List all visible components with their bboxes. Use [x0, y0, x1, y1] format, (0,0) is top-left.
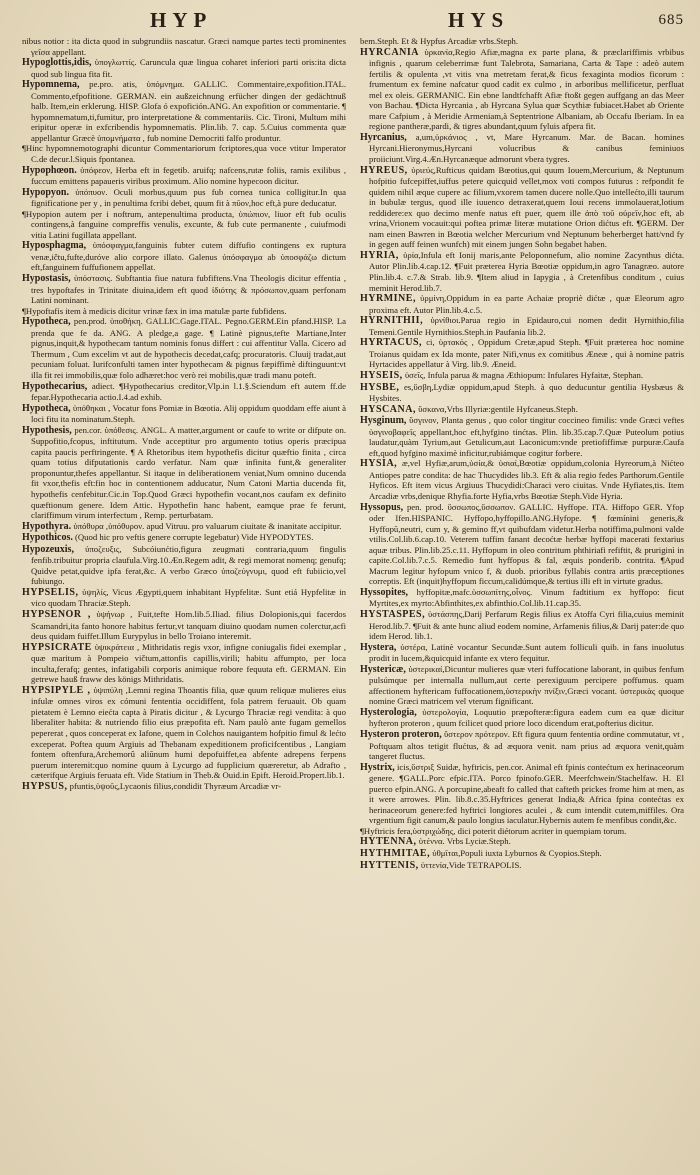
running-header — [22, 8, 686, 36]
entry-text: ¶Hypoftafis item à medicis dicitur vrinæ fæx in ima matulæ parte fubfidens. — [22, 305, 287, 316]
entry-text: ὑττενία,Vide TETRAPOLIS. — [420, 859, 522, 870]
entry-headword: Hypophœon. — [22, 164, 77, 176]
entry-text: (Quod hic pro veftis genere corrupte legebatur) Vide HYPODYTES. — [75, 532, 314, 543]
entry-text: ὑψηλίς, Vicus Ægypti,quem inhabitant Hypfelitæ. Sunt etiá Hypfelitæ in vico quodam Thraciæ.Steph. — [31, 586, 346, 609]
dictionary-entry — [360, 404, 684, 416]
entry-text: ὕσγινον, Planta genus , quo color tingitur coccineo fimilis: vnde Græci veftes ὑσγινοβαφεῖς appellant,hoc eft,hyfgino tinćtas. Plin. lib.35.cap.7.Quæ Puteolum potius laudatur,quàm Tyrium,aut Getulicum,aut Laconicum:vnde pretiofiffimæ purpuræ.Caufa eft,quod hyfgino maximè inficitur,rubiámque cogitur forbere. — [369, 415, 684, 458]
dictionary-entry — [22, 36, 346, 57]
entry-text: ὑθμῖται,Populi iuxta Lyburnos & Cyopios.Steph. — [432, 848, 602, 859]
entry-text: ὑπόθυρα ,ὑπόθυρον. apud Vitruu. pro valuarum ciuitate & inanitate accipitur. — [73, 520, 342, 531]
entry-text: ὑστερολογία, Loquutio præpofteræ:figura eadem cum ea quæ dicitur hyfteron proteron , quum fcilicet quod priore loco dicendum erat,pofterius dicitur. — [369, 706, 684, 729]
entry-text: ὑρνίθιοι.Parua regio in Epidauro,cui nomen dedit Hyrnithio,filia Temeni.Gentile Hyrnithios.Steph.in Paufania lib.2. — [369, 315, 684, 337]
dictionary-entry — [22, 403, 346, 425]
entry-text: ci, ὑρτακός , Oppidum Cretæ,apud Steph. ¶Fuit præterea hoc nomine Troianus quidam ex Ida monte, pater Nifi,vnus ex comitibus Æneæ , qui à nomine patris Hyrtacides appellatur à Virg. lib.9. Æneid. — [369, 337, 684, 370]
entry-headword: HYPSUS, — [22, 780, 68, 792]
dictionary-entry — [360, 587, 684, 609]
entry-text: ὑπόσφαγμα,fanguinis fubter cutem diffufio contingens ex ruptura venæ,ičtu,fufte,duróve alio corpore illato. Galenus ὑπόσφαγμα ab ὑποσφάζω dictum eft,fanguinem fuffufionem appellat. — [31, 240, 346, 273]
entry-headword: Hysteron proteron, — [360, 729, 442, 740]
entry-text: ¶Hyftricis fera,ὑστριχώδης, dici poterit diétorum acriter in quempiam torum. — [360, 825, 627, 836]
dictionary-entry — [22, 781, 346, 793]
entry-headword: HYPSICRATE — [22, 641, 92, 653]
entry-text: ὑπόστασις. Subftantia fiue natura fubfiftens.Vna Theologis dicitur effentia , tres hypoftafes in Trinitate diuina,idem eft quod ἰδιότης & πρόσωπον,quam perfonam Latini nominant. — [31, 273, 346, 306]
entry-headword: Hyposphagma, — [22, 240, 87, 252]
entry-text: pfuntis,ὑψοῦς,Lycaonis filius,condidit Thyræum Arcadiæ vr- — [69, 780, 282, 791]
entry-headword: Hysterologia, — [360, 706, 417, 718]
dictionary-entry — [22, 316, 346, 380]
entry-text: ὑσεῖς, Infula parua & magna Æthiopum: Infulares Hyfaitæ, Stephan. — [404, 369, 644, 380]
entry-text: a,um,ὑρκάνιος , vt, Mare Hyrcanum. Mar. de Bacan. homines Hyrcani.Hieronymus,Hyrcani volucribus & canibus feminiuos proiiciunt.Virg.4.Æn.Hyrcanæque admorunt vbera tygres. — [369, 131, 684, 165]
entry-headword: HYTTENIS, — [360, 859, 419, 871]
entry-headword: Hypothesis, — [22, 424, 72, 436]
entry-text: ὑρκανία,Regio Afiæ,magna ex parte plana, & præclariffimis vrbibus infignis , quarum celeberrimæ funt Talebrota, Samariana, Carta & Tape : adeò autem fertilis & opulenta ,vt vitis vna metretam ferat,& ficus fexaginta modios ficorum : frumentum ex femine nafcatur quod cadit ex culmo , in arboribus mellificetur, perfluat mel ex oleis. GERMANIC. Ein ebne landtfchafft Afiæ ftoßt gegen auffgang an das Meer von Bachau. ¶Dicta Hyrcania , ab Hyrcana Sylua quæ Scythiæ fubiacet.Habet ab Oriente mare Cafpium , à Meridie Armeniam,à Septentrione Albaniam, ab Occafu Iberiam. In ea regione pantheræ,pardi, & tigres abundant,quum fyluis afpera fit. — [369, 46, 684, 132]
dictionary-entry — [360, 502, 684, 587]
entry-headword: HYTHMITAE, — [360, 848, 431, 860]
dictionary-entry — [22, 143, 346, 164]
dictionary-entry — [360, 860, 684, 872]
dictionary-entry — [360, 415, 684, 458]
dictionary-entry — [360, 762, 684, 826]
dictionary-entry — [360, 250, 684, 293]
entry-text: ὑτέννα. Vrbs Lyciæ.Steph. — [418, 836, 511, 847]
entry-headword: Hypopyon. — [22, 186, 69, 198]
dictionary-entry — [360, 729, 684, 762]
entry-headword: HYPSELIS, — [22, 586, 79, 598]
entry-headword: HYPSIPYLE , — [22, 684, 91, 696]
dictionary-entry — [360, 458, 684, 501]
entry-text: adiect. ¶Hypothecarius creditor,Vlp.in l.1.§.Sciendum eft autem ff.de fepar.Hypothecaria actio.I.4.ad exhib. — [31, 380, 346, 403]
header-right-title: HYS — [448, 8, 510, 32]
entry-headword: HYSEIS, — [360, 369, 403, 381]
entry-text: ¶Hinc hypomnemotographi dicuntur Commentariorum fcriptores,qua voce vtitur Imperator C.de decur.l.Siquis fpontanea. — [22, 143, 346, 165]
entry-text: bem.Steph. Et & Hypfus Arcadiæ vrbs.Steph. — [360, 36, 519, 46]
entry-text: ὑστάσπης,Darij Perfarum Regis filius ex Atoffa Cyri filia,cuius meminit Herod.lib.7. ¶Fuit & ante hunc aliud eodem nomine, Arfamenis filius,& Darij pater:de quo idem Herod. lib.1. — [369, 608, 684, 642]
header-left-title: HYP — [150, 8, 213, 32]
entry-headword: HYSCANA, — [360, 403, 416, 415]
entry-headword: Hypothecarius, — [22, 380, 88, 392]
entry-headword: Hyrcanius, — [360, 131, 407, 143]
entry-headword: Hypomnema, — [22, 79, 80, 91]
page-number: 685 — [658, 12, 684, 28]
entry-text: nibus notior : ita dicta quod in subgrundiis nascatur. Græci namque partes tecti prominentes γεῖσα appellant. — [22, 36, 346, 57]
entry-text: ὑστέρα, Latinè vocantur Secundæ.Sunt autem folliculi quib. in fans inuolutus prodit in lucem,&quicquid infante ex vtero fequitur. — [369, 641, 684, 664]
entry-headword: Hypotheca, — [22, 316, 71, 328]
dictionary-entry — [360, 848, 684, 860]
dictionary-entry — [360, 337, 684, 370]
dictionary-entry — [22, 165, 346, 187]
entry-headword: Hystericæ, — [360, 663, 406, 675]
entry-text: pen.prod. ὑποθήκη. GALLIC.Gage.ITAL. Pegno.GERM.Ein pfand.HISP. La prenda que fe da. ANG. A pledge,a gage. ¶ Latinè pignus,tefte Martiane,Inter pignus,inquit,& hypothecam tantum nominis fonus differt : cui affentitur Valla. Cicero ad Thermum , Cum excelim vt aut de hypothecis decedat,cafq; procuratoris. Cluuij tradat,aut pecuniam foluat. Iurifconfulti tamen inter hypothecam & pignus fæpiffimè diftinguunt:vt illa fit rei immobilis,quæ folo adhæret:hoc verò rei mobilis,quæ tradi manu poteft. — [31, 316, 346, 380]
right-column — [360, 36, 684, 1166]
entry-headword: HYPSENOR , — [22, 608, 91, 620]
dictionary-entry — [22, 532, 346, 544]
entry-headword: Hyssopus, — [360, 501, 404, 513]
entry-headword: Hystera, — [360, 641, 397, 653]
entry-headword: HYTENNA, — [360, 836, 417, 848]
dictionary-entry — [360, 132, 684, 165]
dictionary-entry — [360, 370, 684, 382]
entry-text: pen. prod. ὕσσωπος,ὕσσωπον. GALLIC. Hyffope. ITA. Hiffopo GER. Yfop oder Ifen.HISPANIC. Hyffopo,hyffopillo.ANG.Hyfope. ¶ fœmínini generis,& Hyffopũ,neutri, cum y, & gemino ff,vt quibufdam videtur.Herba notiffima,pulmoni valde vtilis.Col.lib.6.cap.10. Veterem tuffim fanant decoćtæ herbæ hyffopi macerati fextarius aquæ tribus. Plin.lib.25.c.11. Hyffopum in oleo contritum phthiriafi refiftit, & pruriginì in capite.Col.lib.7.c.5. Remedio funt hyffopus & fal, æquis ponderib. contrita. ¶Apud Macrum legitur hyfopum vnico f, & duob. prioribus fyllabis contra artis præceptiones correptis. Eft (inquit)hyffopum ficcum,calidúmque,& tertius illi eft in virtute gradus. — [369, 501, 684, 587]
entry-text: ὑστερικαί,Dicuntur mulieres quæ vteri fuffocatione laborant, in quibus fenfum pulsúmque per internalla nullum,aut certe perexiguum percipere poffumus. quam affectionem hyftericam fuffocationem,ὑστερικὴν πνίξιν,Græci vocant. ὑστερικὰς quoque nomine Græci matricem vel vterum fignificant. — [369, 663, 684, 707]
entry-text: ὑποζευξις, Subcóiunćtio,figura zeugmati contraria,quum fingulis fenfib.tribuitur propria claufula.Virg.10.Æn.Regem adit, & regi memorat nomenq; genufq; Quidve petat,quidve ipfa ferat,&c. A verbo Græco ὑποζεύγνυμι, quod eft fubiicio,vel fubiungo. — [31, 543, 346, 587]
entry-text: ὑψιπύλη ,Lemni regina Thoantis filia, quæ quum reliquæ mulieres eius infulæ omnes viros ex cómuni fententia occidiffent, fola patrem feruauit. Ob quam pietatem è Lemno eiećta capta à Piratis dicitur , & Lycurgo Thraciæ regi vendita: à quo liberaliter habita: & nutriendo filio eius præpofita eft. Nam paulò ante fugam gemellos pepererat , quos conceperat ex Iafone, quem in Colchos nauigantem hofpitio fimul & lećto exceperat. Poftea quum Argiuis ad Thebanam expeditionem proficifcentibus , Langiam fontem oftenfura,Archemorû aliŭnum humi depofuiffet,ea abfente adrepens ferpens puerum interemit:quo nomine quum à Lycurgo ad fupplicium quæreretur, ab Adrafto , cæterifque Argiuis feruata eft. Vide Statium in Theb.& Ouid.in Epift. Heroid.Propert.lib.1. — [31, 684, 346, 781]
entry-headword: Hypozeuxis, — [22, 543, 74, 555]
entry-text: ¶Hypopion autem per i noftrum, antepenultima producta, ὑπώπιον, liuor eft fub oculis contingens,à fanguine compreffis venulis, excunte, & fub cute permanente , cuiufmodi vitia Latini fugillata appellant. — [22, 208, 346, 240]
entry-text: hyffopitæ,mafc.ὑσσωπίτης,οἶνος. Vinum fadtitium ex hyffopo: ficut Myrtites,ex myrto:Abfinthites,ex abfinthio.Col.lib.11.cap.35. — [369, 586, 684, 609]
entry-headword: Hysginum, — [360, 415, 407, 427]
dictionary-entry — [22, 642, 346, 685]
entry-headword: Hypostasis, — [22, 273, 71, 285]
dictionary-entry — [22, 587, 346, 609]
entry-text: icis,ὕστριξ Suidæ, hyftricis, pen.cor. Animal eft fpinis contećtum ex herinaceorum genere. ¶GALL.Porc efpic.ITA. Porco fpinofo.GER. Meerfchwein/Stachelfaw. H. El puerco efpin.ANG. A porcupine,abeaft fo called that cafteth prickes frome him at men, as it were arrowes. Plin. lib.8.c.35.Hyftrices generat India,& Africa fpina contećtas ex herinaceorum genere:fed hyftrici longiores aculei , & cum intendit cutem,miffiles. Ora vrgentium figit canum,& paulo longius iaculatur.Hybernis autem fe menfibus condit,&c. — [369, 761, 684, 826]
entry-headword: HYRIA, — [360, 249, 399, 261]
entry-text: es,ὕσβη,Lydiæ oppidum,apud Steph. à quo deducuntur gentilia Hysbæus & Hysbites. — [369, 381, 684, 404]
entry-headword: Hystrix, — [360, 761, 395, 773]
entry-text: ὕστερον πρότερον. Eft figura quum fententia ordine commutatur, vt , Poftquam altos tetigit flućtus, & ad æquora venit. nam prius ad æquora venit,quàm tangeret fluctus. — [369, 729, 684, 762]
dictionary-entry — [360, 642, 684, 664]
dictionary-entry — [360, 707, 684, 729]
entry-headword: Hypoglottis,idis, — [22, 57, 92, 69]
entry-text: ὑπογλωττίς. Caruncula quæ lingua coharet inferiori parti oris:ita dicta quod sub lingua fita fit. — [31, 57, 346, 79]
dictionary-entry — [360, 836, 684, 848]
dictionary-entry — [22, 609, 346, 642]
dictionary-entry — [22, 187, 346, 209]
entry-text: ὑπόφεον, Herba eft in fegetib. aruifq; nafcens,rutæ foliis, ramis exilibus , fuccum emittens papaueris viribus proximum. Alio nomine hypecoon dicitur. — [31, 164, 346, 187]
dictionary-entry — [360, 382, 684, 404]
dictionary-entry — [360, 165, 684, 250]
entry-headword: HYRNITHII, — [360, 315, 424, 327]
dictionary-entry — [360, 315, 684, 337]
entry-headword: HYRMINE, — [360, 293, 416, 305]
dictionary-entry — [22, 544, 346, 587]
entry-text: ὑρία,Infula eft Ionij maris,ante Peloponnefum, alio nomine Zacynthus dićta. Autor Plin.lib.4.cap.12. ¶Fuit præterea Hyria Bœotiæ oppidum,in agro Tanagræo. autore Plin.lib.4. c.7.& Strab. lib.9. ¶Item aliud in Iapygia , à Cretenfibus conditum , cuius meminit Herod.lib.7. — [369, 249, 684, 293]
dictionary-entry — [22, 79, 346, 143]
dictionary-entry — [22, 273, 346, 306]
dictionary-entry — [360, 47, 684, 132]
dictionary-entry — [360, 664, 684, 707]
entry-text: æ,vel Hyfiæ,arum,ὑσία,& ὑσιαί,Bœotiæ oppidum,colonia Hyreorum,à Nićteo Antiopes patre condita: de hac Thucydides lib.3. Eft & alia regio fedes Parthorum.Gentile Hyficos. Eft item vicus Argiuus Thucydidi:Characi vero ciuitas. Vnde Hyfiates,tis. Item Arcadiæ vrbs,denique Rhyfia.forte Hyfia,vrbs Bœotiæ Steph.Vide Hyria. — [369, 458, 684, 501]
entry-text: ὑπόπυον. Oculi morbus,quum pus fub cornea tunica colligitur.In qua fignificatione per y , in penultima fcribi debet, quum fit à πῦον,hoc eft,à pure deducatur. — [31, 186, 346, 209]
dictionary-entry — [360, 293, 684, 315]
entry-headword: Hyssopites, — [360, 586, 409, 598]
entry-headword: HYRCANIA — [360, 46, 419, 58]
entry-text: ὑριεύς,Rufticus quidam Bœotius,qui quum Iouem,Mercurium, & Neptunum hofpitio fufcepiffet,iuffus petere quicquid vellet,mox voti compos futurus : refpondit fe quidem nihil æque cupere ac filium,vxorem tamen ducere nolle.Quo intellećto,illi taurum in bubulæ tergus, quod ille iuuenco detraxerat,quem Ioui recens immolauerat,lotium reddidere:ex quo decimo menfe natus eft puer, quem ille ἀπὸ τοῦ οὐρεῖν,hoc eft, ab vrina,Vrionem vocauit:qui poftea primæ literæ mutatione Orion dićtus eft. ¶GERM. Der nam einen Bawren in Bœotia welcher Mercurium vnd Neptunum beherberget hatt/vnd fy in gegen auff feinen wunfch) mit einem jungen Sohn begabet haben. — [369, 164, 684, 250]
entry-headword: HYSBE, — [360, 381, 400, 393]
dictionary-entry — [22, 685, 346, 781]
left-column — [22, 36, 346, 1166]
entry-headword: Hypothyra. — [22, 520, 72, 532]
entry-headword: Hypothicos. — [22, 532, 73, 544]
entry-text: ὕσκανα,Vrbs Illyriæ:gentile Hyfcaneus.Steph. — [418, 403, 578, 414]
dictionary-entry — [22, 57, 346, 79]
entry-text: ὑπόθηκαι , Vocatur fons Pomiæ in Bœotia. Alij oppidum quoddam effe aiunt à loci fitu ita nominatum.Steph. — [31, 402, 346, 425]
dictionary-entry — [360, 36, 684, 47]
dictionary-entry — [360, 609, 684, 642]
entry-headword: HYSTASPES, — [360, 608, 426, 620]
dictionary-entry — [22, 306, 346, 317]
dictionary-entry — [360, 826, 684, 837]
entry-headword: HYREUS, — [360, 164, 408, 176]
text-columns — [22, 36, 686, 1166]
dictionary-entry — [22, 240, 346, 273]
entry-headword: HYSIA, — [360, 458, 398, 470]
dictionary-entry — [22, 381, 346, 403]
entry-text: ὑρμίνη,Oppidum in ea parte Achaiæ propriè dićtæ , quæ Eleorum agro proxima eft. Autor Plin.lib.4.c.5. — [369, 293, 684, 315]
entry-text: pen.cor. ὑπόθεσις. ANGL. A matter,argument or caufe to write or difpute on. Suppofitio,fcopus, inftitutum. Vnde acceptitur pro argumento totius operis præcipua capita paucis perftringente. ¶ A Rhetoribus item hypothefis dicitur quæftio finita , circa quam totius difputationis cardo verfatur. Nam quæ infinita funt,& generaliter proponuntur,thefes appellantur. Si itaque in deliberationem veniat,Num omnino ducenda fit vxor,thefis eft:fin hoc in contentionem adducatur, Num Catoni Martia ducenda fit, hypothefis cenfebitur.Cic.in Top.Quod Græci hypothefin vocant,nos caufam ex definito quæftionum genere. Idem Attic. Hypothefin hanc habent, eamque prae fe ferunt, clariffimum virum interfectum , Remp. perturbatam. — [31, 424, 346, 521]
entry-text: ὑψήνωρ , Fuit,tefte Hom.lib.5.Iliad. filius Dolopionis,qui facerdos Scamandri,ita fanto honore habitus fertur,vt tanquam diuino quodam numen colerctur,acfi deus quidam fuiffet.Illum Eurypylus in bello Troiano interemit. — [31, 608, 346, 642]
entry-text: ὑψικράτεια , Mithridatis regis vxor, infigne coniugalis fidei exemplar , quæ maritum à Pompeio vičtum,attonfis capillis,virili; habitu affumpto, per loca inculta,ferafq; gentes, infatigabili corporis animique robore fequuta eft. GERMAN. Ein getrewe hauß fraww des königs Mithridatis. — [31, 641, 346, 685]
entry-headword: Hypotheca, — [22, 402, 71, 414]
dictionary-entry — [22, 425, 346, 521]
entry-text: pe.pro. atis, ὑπόμνημα. GALLIC. Commentaire,expofition.ITAL. Commento,efpofitione. GERMAN. ein außzeichnung erfücher dingen der gedächtnuß halb. Item,ein erklerung. HISP. Glofa ó expofición.ANG. An expofition or commentarie. ¶ hypomnematum,ti,fumitur, pro interpretatione & commentariis. Cic. Tironi, Multum mihi eripitur operæ in exfcribendis hypomnematis. Plin.lib. 7. cap. 5.Cuius commenta quæ appellantur Græcè ὑπομνήματα , fub nomine Democriti falfo produntur. — [31, 79, 346, 143]
dictionary-entry — [22, 209, 346, 241]
entry-headword: HYRTACUS, — [360, 337, 423, 349]
dictionary-entry — [22, 521, 346, 533]
